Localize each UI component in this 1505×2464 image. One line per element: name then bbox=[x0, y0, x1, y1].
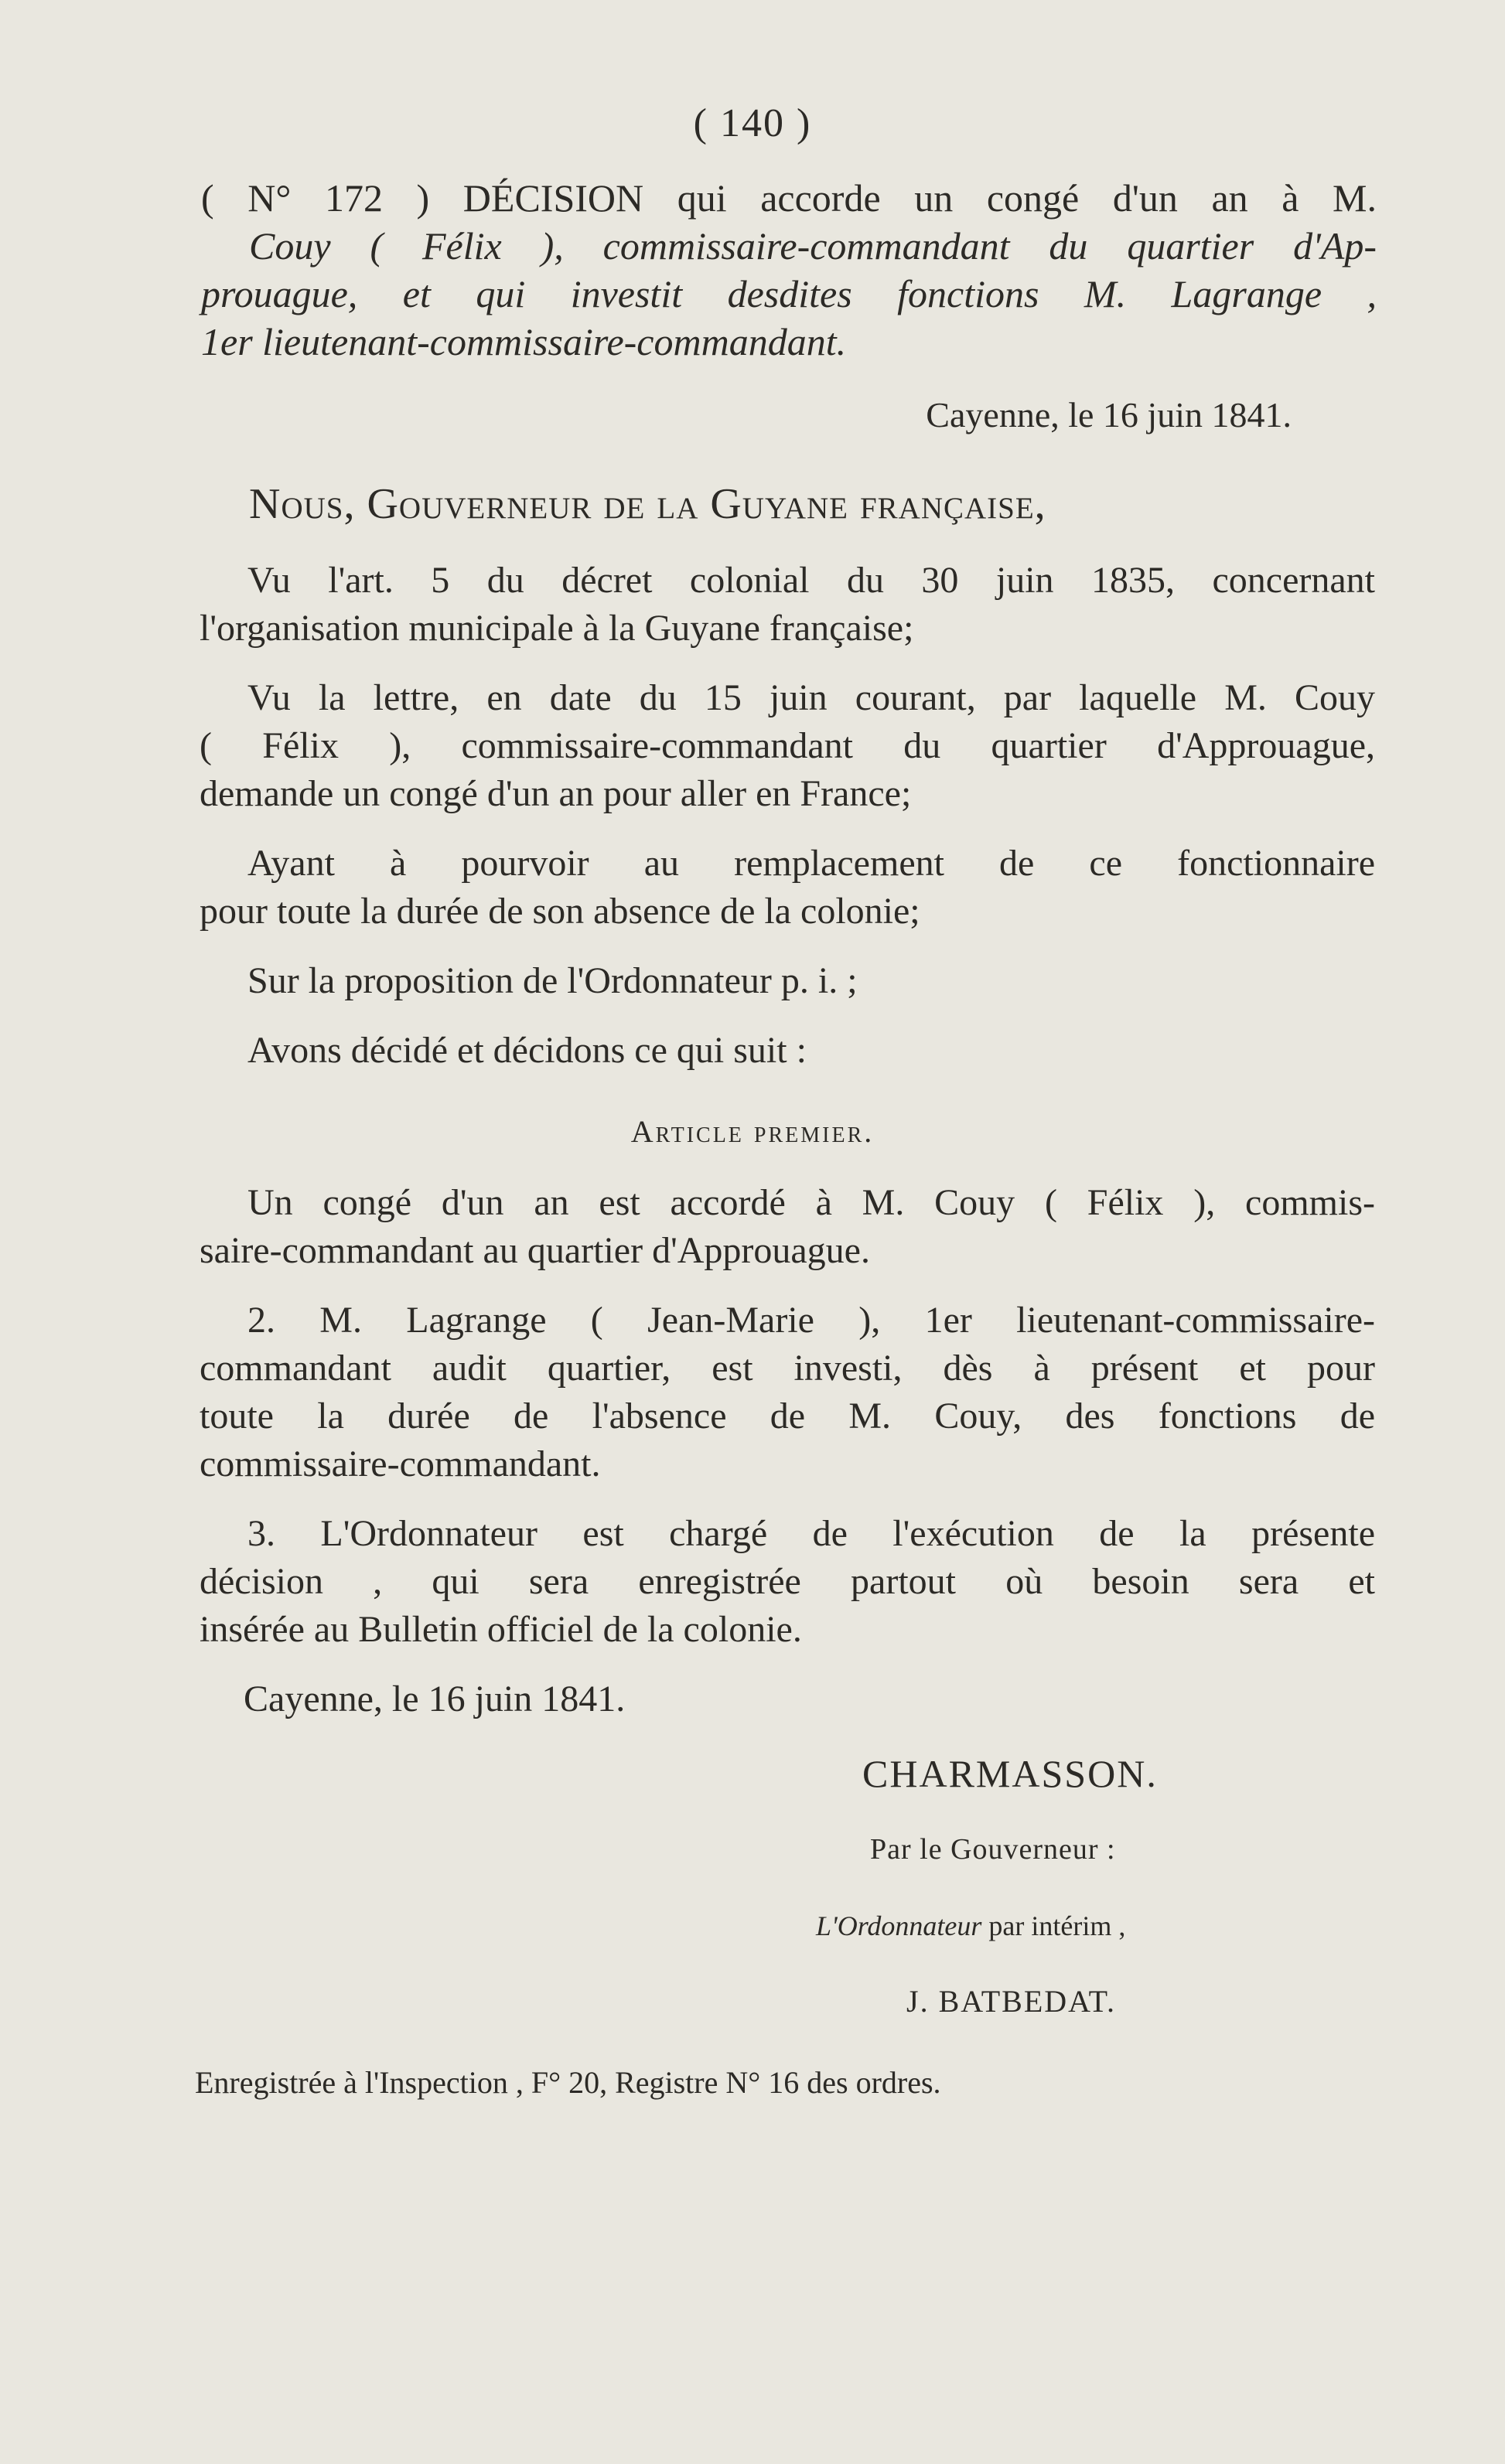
paragraph bbox=[200, 1027, 1375, 1075]
articles bbox=[200, 1179, 1375, 1654]
paragraph bbox=[200, 557, 1375, 653]
countersignature: J. BATBEDAT. bbox=[906, 1984, 1117, 2019]
paragraph bbox=[200, 957, 1375, 1005]
paragraph bbox=[200, 674, 1375, 818]
paragraph-line: pour toute la durée de son absence de la colonie; bbox=[200, 891, 920, 932]
ordonnateur-line bbox=[816, 1910, 1125, 1942]
paragraph-line: Vu la lettre, en date du 15 juin courant, par laquelle M. Couy bbox=[247, 677, 1375, 718]
ordonnateur-title: L'Ordonnateur bbox=[816, 1910, 982, 1941]
ordonnateur-suffix: par intérim , bbox=[988, 1910, 1126, 1941]
article-title: Article premier. bbox=[630, 1114, 875, 1149]
preamble bbox=[200, 557, 1375, 1075]
paragraph-line: saire-commandant au quartier d'Approuague. bbox=[200, 1230, 870, 1271]
heading-line: prouague, et qui investit desdites fonctions M. Lagrange , bbox=[201, 272, 1377, 315]
heading-line: Couy ( Félix ), commissaire-commandant du quartier d'Ap- bbox=[249, 224, 1377, 268]
paragraph-line: commissaire-commandant. bbox=[200, 1443, 601, 1484]
article-paragraph bbox=[200, 1297, 1375, 1488]
dateline: Cayenne, le 16 juin 1841. bbox=[926, 395, 1292, 435]
paragraph-line: commandant audit quartier, est investi, dès à présent et pour bbox=[200, 1348, 1375, 1389]
registration-note: Enregistrée à l'Inspection , F° 20, Registre N° 16 des ordres. bbox=[195, 2065, 941, 2100]
paragraph-line: Ayant à pourvoir au remplacement de ce fonctionnaire bbox=[247, 843, 1375, 884]
paragraph-line: Sur la proposition de l'Ordonnateur p. i. ; bbox=[247, 960, 858, 1001]
heading-line: ( N° 172 ) DÉCISION qui accorde un congé d'un an à M. bbox=[201, 176, 1377, 220]
governor-title: Nous, Gouverneur de la Guyane française, bbox=[249, 480, 1046, 528]
paragraph-line: insérée au Bulletin officiel de la colonie. bbox=[200, 1609, 802, 1650]
paragraph-line: 3. L'Ordonnateur est chargé de l'exécution de la présente bbox=[247, 1513, 1375, 1554]
paragraph-line: l'organisation municipale à la Guyane française; bbox=[200, 608, 914, 649]
article-paragraph bbox=[200, 1510, 1375, 1654]
paragraph-line: Un congé d'un an est accordé à M. Couy ( Félix ), commis- bbox=[247, 1182, 1375, 1223]
closing-date: Cayenne, le 16 juin 1841. bbox=[244, 1678, 626, 1719]
paragraph-line: Avons décidé et décidons ce qui suit : bbox=[247, 1030, 807, 1071]
by-governor: Par le Gouverneur : bbox=[870, 1833, 1116, 1866]
signature: CHARMASSON. bbox=[862, 1752, 1158, 1795]
page-number: ( 140 ) bbox=[693, 101, 812, 145]
paragraph-line: demande un congé d'un an pour aller en France; bbox=[200, 773, 912, 814]
paragraph-line: ( Félix ), commissaire-commandant du quartier d'Approuague, bbox=[200, 725, 1375, 766]
paragraph-line: toute la durée de l'absence de M. Couy, des fonctions de bbox=[200, 1396, 1375, 1436]
paragraph-line: décision , qui sera enregistrée partout où besoin sera et bbox=[200, 1561, 1375, 1602]
paragraph-line: 2. M. Lagrange ( Jean-Marie ), 1er lieutenant-commissaire- bbox=[247, 1300, 1375, 1341]
decision-heading bbox=[201, 174, 1377, 366]
paragraph-line: Vu l'art. 5 du décret colonial du 30 juin 1835, concernant bbox=[247, 560, 1375, 601]
paragraph bbox=[200, 840, 1375, 936]
article-paragraph bbox=[200, 1179, 1375, 1275]
heading-line: 1er lieutenant-commissaire-commandant. bbox=[201, 320, 847, 363]
